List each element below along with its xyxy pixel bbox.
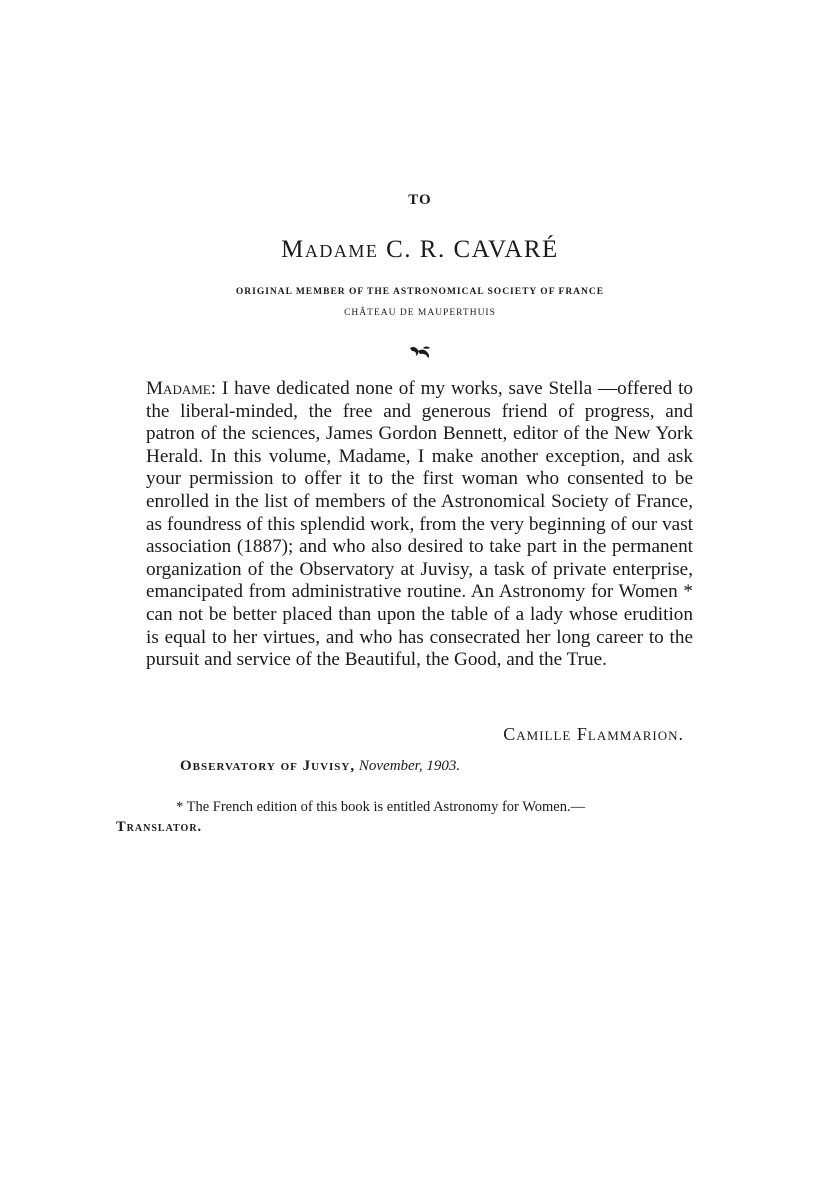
letter-body: : I have dedicated none of my works, save Stella —offered to the liberal-minded, the free and generous friend of progress, and patron of the sciences, James Gordon Bennett, editor of the New York Herald. In this volume, Madame, I make another exception, and ask your permission to offer it to the first woman who consented to be enrolled in the list of members of the Astronomical Society of France, as foundress of this splendid work, from the very beginning of our vast association (1887); and who also desired to take part in the permanent organization of the Observatory at Juvisy, a task of private enterprise, emancipated from administrative routine. An Astronomy for Women * can not be better placed than upon the table of a lady whose erudition is equal to her virtues, and who has consecrated her long career to the pursuit and service of the Beautiful, the Good, and the True. xyxy=(146,378,693,671)
place-and-date xyxy=(180,758,460,775)
addressee-residence: CHÂTEAU DE MAUPERTHUIS xyxy=(344,308,496,318)
footnote-text: * The French edition of this book is entitled Astronomy for Women.— xyxy=(176,799,586,815)
translator-footnote xyxy=(116,797,706,837)
letter-salutation: Madame xyxy=(146,378,211,399)
place-name: Observatory of Juvisy, xyxy=(180,758,356,774)
dedication-addressee: Madame C. R. CAVARÉ xyxy=(281,236,559,263)
addressee-title: ORIGINAL MEMBER OF THE ASTRONOMICAL SOCIETY OF FRANCE xyxy=(235,287,605,297)
author-signature: Camille Flammarion. xyxy=(503,724,684,744)
dedication-to: TO xyxy=(408,192,432,208)
leaf-ornament-icon xyxy=(408,344,432,360)
footnote-attribution: Translator. xyxy=(116,819,203,835)
dedication-letter xyxy=(146,378,693,672)
date: November, 1903. xyxy=(358,758,461,774)
